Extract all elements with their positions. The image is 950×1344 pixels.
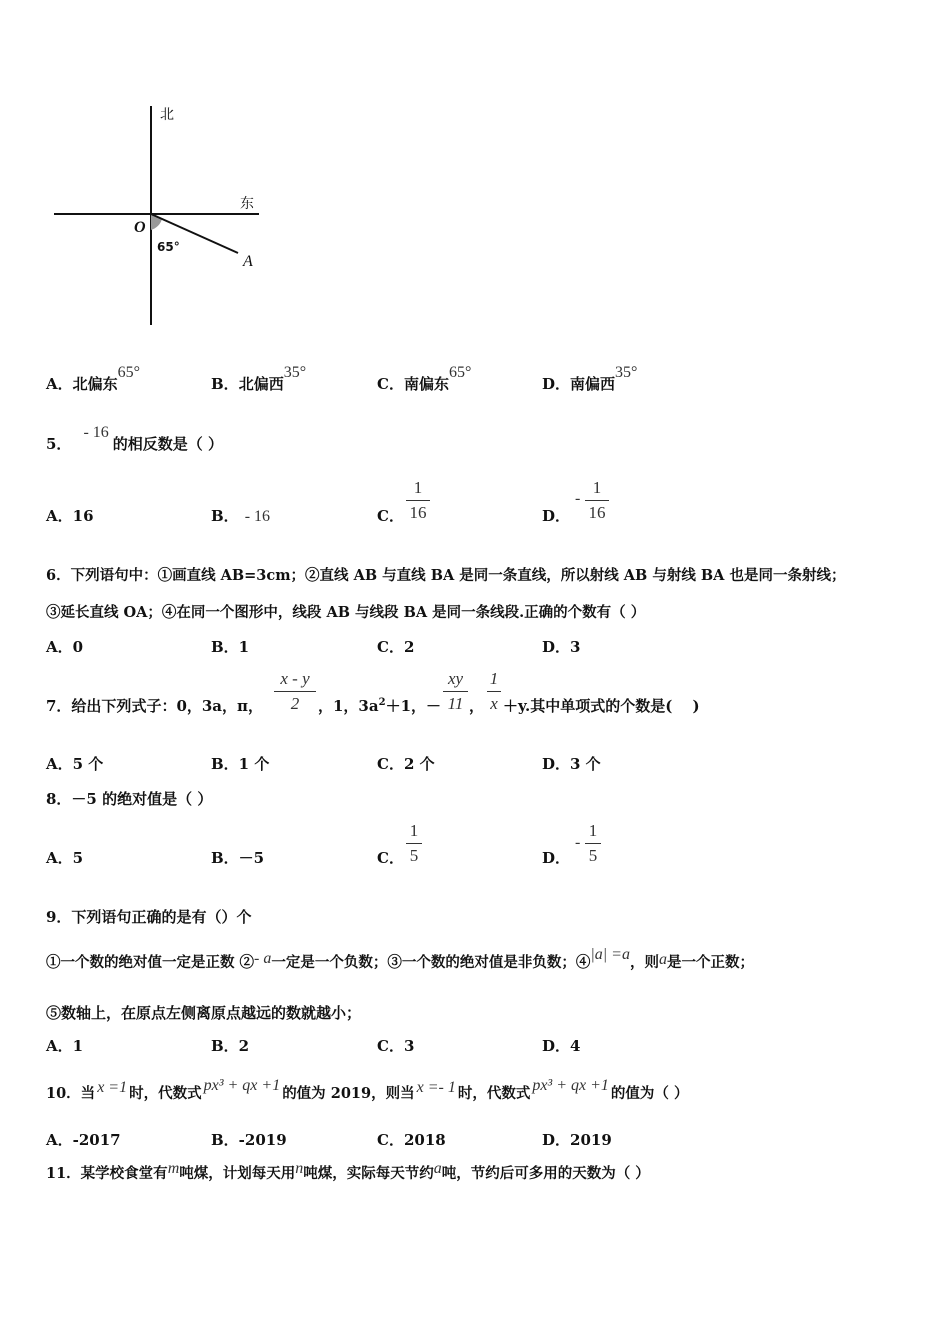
q5-option-a: A．16 — [46, 507, 94, 525]
q10-option-c: C．2018 — [377, 1131, 446, 1149]
q10-option-a: A．-2017 — [46, 1131, 121, 1149]
compass-diagram — [50, 100, 270, 330]
q8-option-d-fraction: 1 5 — [585, 821, 601, 866]
q9-option-c: C．3 — [377, 1037, 415, 1055]
q9-option-b: B．2 — [211, 1037, 250, 1055]
angle-label: 65° — [157, 240, 180, 254]
q5-option-d-fraction: 1 16 — [585, 478, 609, 523]
q7-fraction-1: x - y 2 — [274, 669, 316, 714]
q7-option-c: C．2 个 — [377, 755, 435, 773]
q8-option-c-letter: C． — [377, 849, 404, 867]
q7-suffix: ＋y.其中单项式的个数是( ) — [503, 697, 700, 715]
q7-comma: ， — [469, 697, 485, 715]
q8-option-d-letter: D． — [542, 849, 571, 867]
north-label: 北 — [160, 107, 174, 123]
east-label: 东 — [240, 196, 254, 212]
q7-fraction-3: 1 x — [487, 669, 501, 714]
q10-stem: 10．当 x =1 时，代数式 px³ + qx +1 的值为 2019，则当 x =- 1 时，代数式 px³ + qx +1 的值为（ ） — [46, 1077, 689, 1102]
q8-option-a: A．5 — [46, 849, 84, 867]
q6-line1: 6．下列语句中：①画直线 AB=3cm；②直线 AB 与直线 BA 是同一条直线，所以射线 AB 与射线 BA 也是同一条射线； — [46, 567, 846, 584]
q6-option-c: C．2 — [377, 638, 415, 656]
q5-option-d-letter: D． — [542, 507, 571, 525]
q8-option-b: B．－5 — [211, 849, 265, 867]
q7-option-b: B．1 个 — [211, 755, 270, 773]
q8-stem: 8．－5 的绝对值是（ ） — [46, 790, 213, 808]
q4-option-c: C．南偏东65° — [377, 364, 472, 393]
q7-prefix: 7．给出下列式子：0，3a，π， — [46, 697, 264, 715]
point-a-label: A — [243, 253, 253, 270]
q9-option-a: A．1 — [46, 1037, 84, 1055]
q9-line2: ①一个数的绝对值一定是正数 ②- a一定是一个负数；③一个数的绝对值是非负数；④|a| =a，则a是一个正数； — [46, 946, 754, 971]
q7-option-d: D．3 个 — [542, 755, 601, 773]
q5-option-d-sign: - — [575, 490, 581, 507]
q7-fraction-2: xy 11 — [443, 669, 468, 714]
q6-option-b: B．1 — [211, 638, 250, 656]
q4-option-d: D．南偏西35° — [542, 364, 638, 393]
q9-line3: ⑤数轴上，在原点左侧离原点越远的数就越小； — [46, 1004, 362, 1022]
q10-option-d: D．2019 — [542, 1131, 612, 1149]
q9-option-d: D．4 — [542, 1037, 581, 1055]
q9-stem: 9．下列语句正确的是有（）个 — [46, 908, 252, 926]
origin-label: O — [134, 219, 146, 236]
q10-option-b: B．-2019 — [211, 1131, 287, 1149]
q5-option-c-fraction: 1 16 — [406, 478, 430, 523]
q5-stem: 5．- 16的相反数是（ ） — [46, 424, 223, 453]
q11-stem: 11．某学校食堂有m吨煤，计划每天用n吨煤，实际每天节约a吨，节约后可多用的天数为（ ） — [46, 1160, 650, 1182]
q8-option-c-fraction: 1 5 — [406, 821, 422, 866]
q7-option-a: A．5 个 — [46, 755, 104, 773]
q8-option-d-sign: - — [575, 834, 581, 851]
q7-mid: ，1，$3a^2+1$，－ — [318, 697, 441, 715]
q6-line2: ③延长直线 OA；④在同一个图形中，线段 AB 与线段 BA 是同一条线段.正确的个数有（ ） — [46, 604, 646, 621]
q5-option-b: B． - 16 — [211, 507, 271, 525]
q6-option-d: D．3 — [542, 638, 581, 656]
q4-option-b: B．北偏西35° — [211, 364, 307, 393]
q5-option-c-letter: C． — [377, 507, 404, 525]
q4-option-a: A．北偏东65° — [46, 364, 141, 393]
q6-option-a: A．0 — [46, 638, 84, 656]
